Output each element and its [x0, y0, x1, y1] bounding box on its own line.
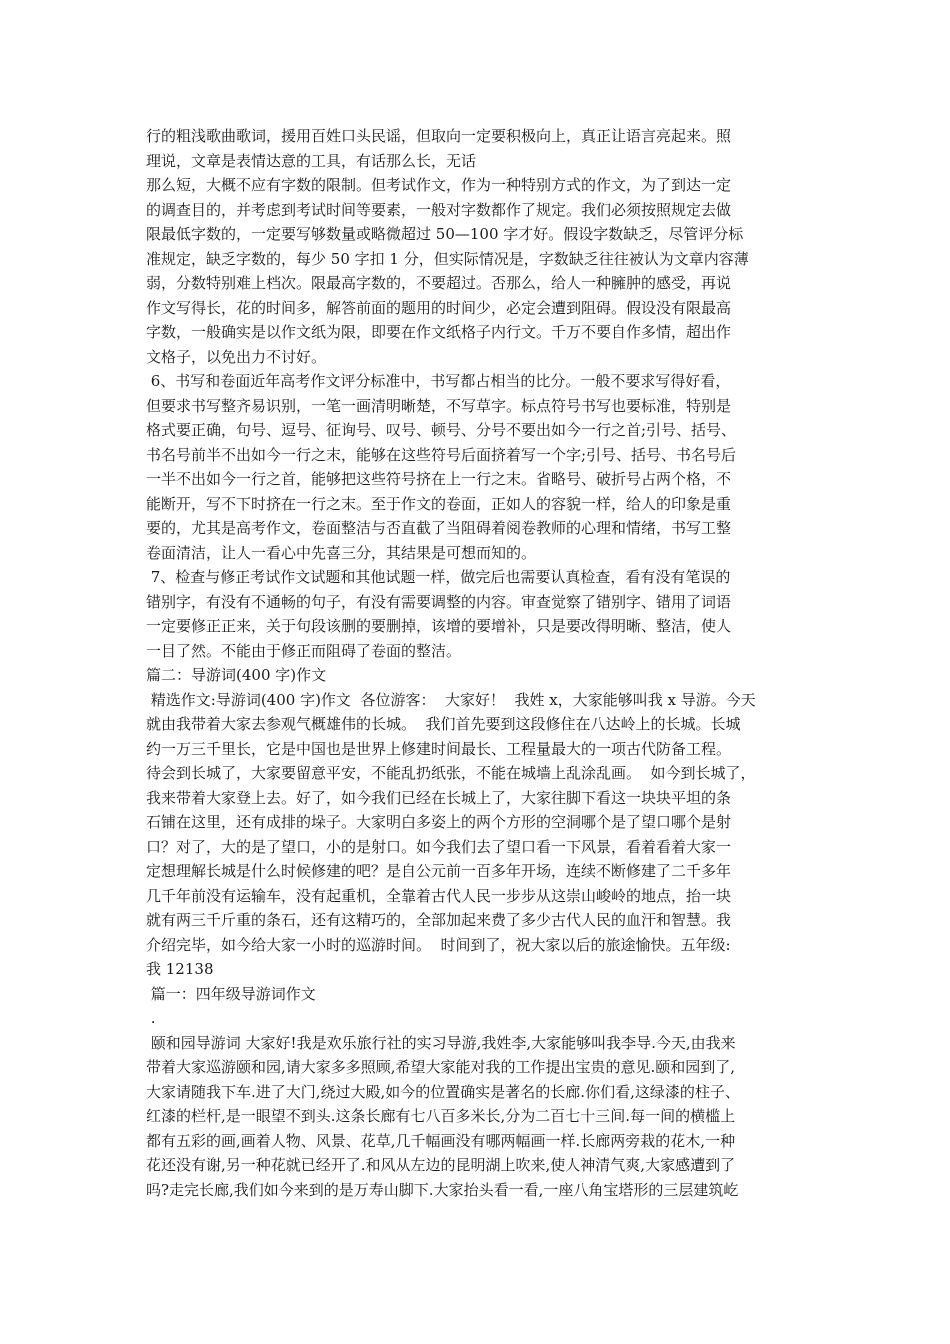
- text-line: 一定要修正正来，关于句段该删的要删掉，该增的要增补，只是要改得明晰、整洁，使人: [146, 617, 732, 635]
- text-line: 精选作文:导游词(400 字)作文 各位游客： 大家好！ 我姓 x，大家能够叫我 x 导游。今天: [146, 690, 756, 709]
- text-line: 作文写得长，花的时间多，解答前面的题用的时间少，必定会遭到阻碍。假设没有限最高: [146, 298, 732, 317]
- text-line: 但要求书写整齐易识别，一笔一画清明晰楚，不写草字。标点符号书写也要标准，特别是: [146, 396, 732, 415]
- text-line: 能断开，写不下时挤在一行之末。至于作文的卷面，正如人的容貌一样，给人的印象是重: [146, 494, 732, 513]
- text-line: 的调查目的，并考虑到考试时间等要素，一般对字数都作了规定。我们必须按照规定去做: [146, 200, 732, 219]
- text-line: 行的粗浅歌曲歌词，援用百姓口头民谣，但取向一定要积极向上，真正让语言亮起来。照: [146, 127, 732, 145]
- text-line: 限最低字数的，一定要写够数量或略微超过 50—100 字才好。假设字数缺乏，尽管评分标: [146, 225, 744, 243]
- text-line: 文格子，以免出力不讨好。: [146, 347, 327, 366]
- text-line: 都有五彩的画,画着人物、风景、花草,几千幅画没有哪两幅画一样.长廊两旁栽的花木,一种: [146, 1131, 736, 1150]
- text-line: 理说，文章是表情达意的工具，有话那么长，无话: [146, 151, 477, 170]
- text-line: 大家请随我下车.进了大门,绕过大殿,如今的位置确实是著名的长廊.你们看,这绿漆的柱子、: [146, 1082, 740, 1101]
- text-line: 我 12138: [146, 960, 214, 978]
- text-line: 书名号前半不出如今一行之末，能够在这些符号后面挤着写一个字;引号、括号、书名号后: [146, 445, 737, 464]
- text-line: .: [146, 1009, 156, 1027]
- text-line: 待会到长城了，大家要留意平安，不能乱扔纸张，不能在城墙上乱涂乱画。 如今到长城了，: [146, 764, 756, 782]
- text-line: 介绍完毕，如今给大家一小时的巡游时间。 时间到了，祝大家以后的旅途愉快。五年级:: [146, 935, 731, 954]
- text-line: 颐和园导游词 大家好!我是欢乐旅行社的实习导游,我姓李,大家能够叫我李导.今天,由我来: [146, 1033, 736, 1052]
- text-line: 红漆的栏杆,是一眼望不到头.这条长廊有七八百多米长,分为二百七十三间.每一间的横槛上: [146, 1107, 736, 1125]
- text-line: 定想理解长城是什么时候修建的吧？是自公元前一百多年开场，连续不断修建了二千多年: [146, 862, 732, 880]
- text-line: 石铺在这里，还有成排的垛子。大家明白多姿上的两个方形的空洞哪个是了望口哪个是射: [146, 813, 732, 831]
- text-line: 一目了然。不能由于修正而阻碍了卷面的整洁。: [146, 641, 462, 660]
- text-line: 带着大家巡游颐和园,请大家多多照顾,希望大家能对我的工作提出宝贵的意见.颐和园到了,: [146, 1058, 736, 1076]
- text-line: 7、检查与修正考试作文试题和其他试题一样，做完后也需要认真检查，看有没有笔误的: [146, 568, 731, 586]
- text-line: 就由我带着大家去参观气概雄伟的长城。 我们首先要到这段修住在八达岭上的长城。长城: [146, 715, 741, 733]
- text-line: 几千年前没有运输车，没有起重机，全靠着古代人民一步步从这崇山峻岭的地点，抬一块: [146, 886, 732, 905]
- text-line: 约一万三千里长，它是中国也是世界上修建时间最长、工程量最大的一项古代防备工程。: [146, 739, 732, 758]
- document-page: [146, 124, 816, 1202]
- text-line: 口？对了，大的是了望口，小的是射口。如今我们去了望口看一下风景，看着看着大家一: [146, 837, 732, 856]
- text-line: 那么短，大概不应有字数的限制。但考试作文，作为一种特别方式的作文，为了到达一定: [146, 176, 732, 194]
- text-line: 错别字，有没有不通畅的句子，有没有需要调整的内容。审查觉察了错别字、错用了词语: [146, 592, 732, 611]
- text-line: 篇一：四年级导游词作文: [146, 984, 316, 1003]
- text-line: 弱，分数特别难上档次。限最高字数的，不要超过。否那么，给人一种臃肿的感受，再说: [146, 274, 732, 292]
- text-line: 篇二：导游词(400 字)作文: [146, 666, 327, 684]
- text-line: 一半不出如今一行之首，能够把这些符号挤在上一行之末。省略号、破折号占两个格，不: [146, 470, 732, 488]
- text-line: 花还没有谢,另一种花就已经开了.和风从左边的昆明湖上吹来,使人神清气爽,大家感遭到了: [146, 1156, 736, 1174]
- text-line: 格式要正确，句号、逗号、征询号、叹号、顿号、分号不要出如今一行之首;引号、括号、: [146, 421, 737, 439]
- text-line: 要的，尤其是高考作文，卷面整洁与否直截了当阻碍着阅卷教师的心理和情绪，书写工整: [146, 519, 732, 537]
- text-line: 就有两三千斤重的条石，还有这精巧的，全部加起来费了多少古代人民的血汗和智慧。我: [146, 911, 732, 929]
- text-line: 卷面清洁，让人一看心中先喜三分，其结果是可想而知的。: [146, 543, 537, 562]
- text-line: 吗?走完长廊,我们如今来到的是万寿山脚下.大家抬头看一看,一座八角宝塔形的三层建筑屹: [146, 1180, 739, 1199]
- text-line: 我来带着大家登上去。好了，如今我们已经在长城上了，大家往脚下看这一块块平坦的条: [146, 788, 732, 807]
- text-line: 字数，一般确实是以作文纸为限，即要在作文纸格子内行文。千万不要自作多情，超出作: [146, 323, 732, 341]
- text-line: 6、书写和卷面近年高考作文评分标准中，书写都占相当的比分。一般不要求写得好看，: [146, 372, 731, 390]
- text-line: 准规定，缺乏字数的，每少 50 字扣 1 分，但实际情况是，字数缺乏往往被认为文章内容薄: [146, 249, 749, 268]
